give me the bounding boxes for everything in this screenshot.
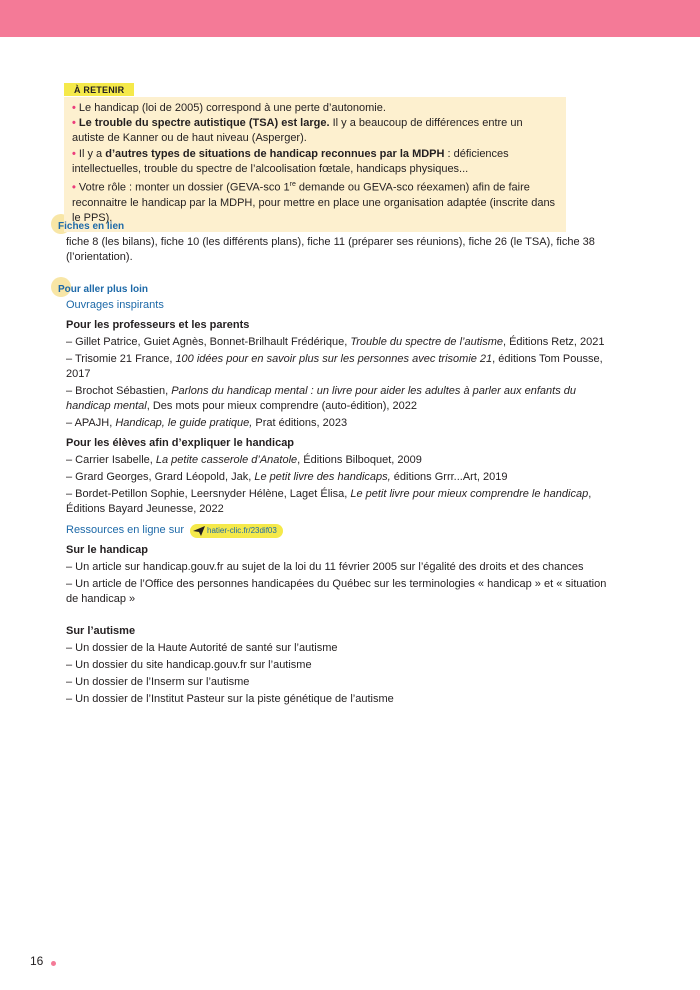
list-item: – Grard Georges, Grard Léopold, Jak, Le petit livre des handicaps, éditions Grrr...Art, 2019 — [66, 471, 508, 483]
retenir-content — [64, 97, 566, 232]
fiches-title: Fiches en lien — [58, 219, 618, 234]
retenir-box — [64, 80, 566, 232]
plus-loin-section — [58, 282, 618, 709]
bullet-icon: • — [72, 117, 76, 130]
retenir-label: À RETENIR — [64, 83, 134, 96]
list-item: – Bordet-Petillon Sophie, Leersnyder Hélène, Laget Élisa, Le petit livre pour mieux comprendre le handicap, Éditions Bayard Jeunesse, 2022 — [66, 488, 592, 515]
parents-title: Pour les professeurs et les parents — [66, 319, 250, 331]
autisme-title: Sur l’autisme — [66, 625, 136, 637]
list-item[interactable]: – Un dossier de l’Inserm sur l’autisme — [66, 676, 250, 688]
retenir-bullet-2: • Le trouble du spectre autistique (TSA) est large. Il y a beaucoup de différences entre un autiste de Kanner ou de haut niveau (Asperger). — [72, 117, 523, 145]
cursor-arrow-icon — [193, 526, 205, 536]
retenir-bullet-4: • Votre rôle : monter un dossier (GEVA-sco 1re demande ou GEVA-sco réexamen) afin de faire reconnaitre le handicap par la MDPH, pour mettre en place une organisation adaptée (inscrite dans le PPS). — [72, 181, 556, 225]
handicap-title: Sur le handicap — [66, 544, 148, 556]
bullet-icon: • — [72, 147, 76, 160]
plus-loin-title: Pour aller plus loin — [58, 282, 618, 297]
ressources-label: Ressources en ligne sur — [66, 524, 185, 536]
fiches-text: fiche 8 (les bilans), fiche 10 (les différents plans), fiche 11 (préparer ses réunions), fiche 26 (le TSA), fiche 38 (l’orientation). — [66, 236, 595, 263]
page-number: 16 — [30, 954, 44, 968]
ouvrages-title: Ouvrages inspirants — [66, 299, 164, 311]
retenir-bullet-3: • Il y a d’autres types de situations de handicap reconnues par la MDPH : déficiences intellectuelles, trouble du spectre de l’alcoolisation fœtale, handicaps physiques... — [72, 147, 509, 175]
page-dot-icon — [51, 961, 56, 966]
bullet-icon: • — [72, 181, 76, 194]
list-item[interactable]: – Un article sur handicap.gouv.fr au sujet de la loi du 11 février 2005 sur l’égalité des droits et des chances — [66, 561, 584, 573]
list-item[interactable]: – Un dossier du site handicap.gouv.fr sur l’autisme — [66, 659, 312, 671]
list-item: – APAJH, Handicap, le guide pratique, Prat éditions, 2023 — [66, 417, 348, 429]
header-band — [0, 0, 700, 37]
retenir-bullet-1: • Le handicap (loi de 2005) correspond à une perte d’autonomie. — [72, 102, 386, 114]
list-item[interactable]: – Un dossier de l’Institut Pasteur sur la piste génétique de l’autisme — [66, 693, 394, 705]
list-item: – Trisomie 21 France, 100 idées pour en savoir plus sur les personnes avec trisomie 21, éditions Tom Pousse, 2017 — [66, 353, 603, 380]
list-item[interactable]: – Un dossier de la Haute Autorité de santé sur l’autisme — [66, 642, 338, 654]
list-item[interactable]: – Un article de l’Office des personnes handicapées du Québec sur les terminologies « handicap » et « situation de handicap » — [66, 578, 607, 605]
list-item: – Gillet Patrice, Guiet Agnès, Bonnet-Brilhault Frédérique, Trouble du spectre de l’autisme, Éditions Retz, 2021 — [66, 336, 605, 348]
ressources-line — [66, 523, 618, 538]
list-item: – Carrier Isabelle, La petite casserole d’Anatole, Éditions Bilboquet, 2009 — [66, 454, 422, 466]
list-item: – Brochot Sébastien, Parlons du handicap mental : un livre pour aider les adultes à parler aux enfants du handicap mental, Des mots pour mieux comprendre (auto-édition), 2022 — [66, 385, 576, 412]
eleves-title: Pour les élèves afin d’expliquer le handicap — [66, 437, 295, 449]
bullet-icon: • — [72, 102, 76, 114]
hatier-clic-link[interactable]: hatier-clic.fr/23dif03 — [190, 524, 283, 538]
fiches-section — [58, 219, 618, 265]
